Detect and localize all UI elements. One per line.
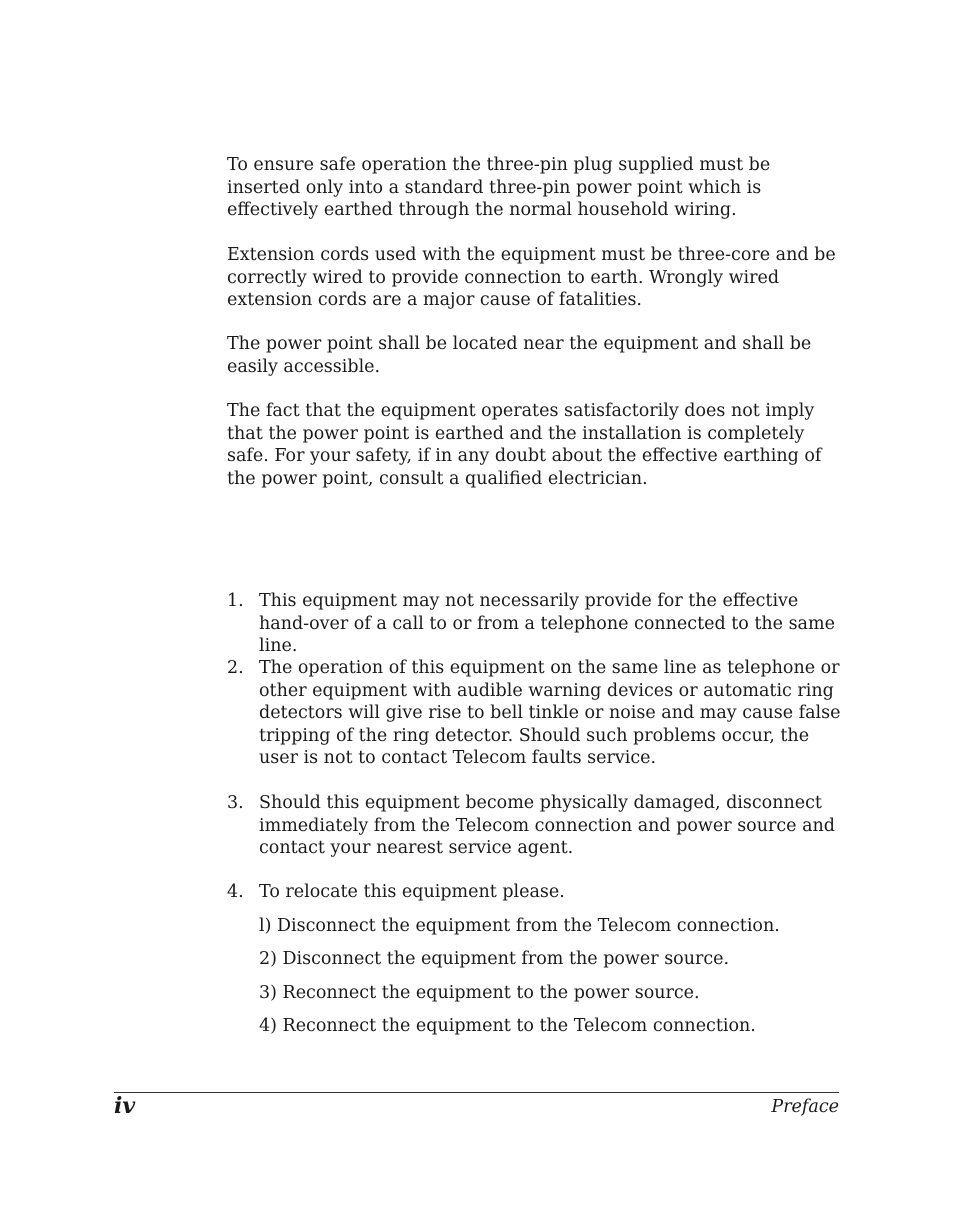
list-item-number: 4. <box>227 882 244 902</box>
paragraph-4 <box>227 400 842 490</box>
paragraph-text: The power point shall be located near the equipment and shall be easily accessible. <box>227 334 812 377</box>
sub-step: l) Disconnect the equipment from the Telecom connection. <box>259 916 780 936</box>
paragraph-text: Extension cords used with the equipment must be three-core and be correctly wired to provide connection to earth. Wrongly wired extension cords are a major cause of fatalities. <box>227 245 836 311</box>
list-item-number: 1. <box>227 591 244 611</box>
page-number: iv <box>114 1093 136 1119</box>
list-item-text: This equipment may not necessarily provide for the effective hand-over of a call to or from a telephone connected to the same line. <box>259 591 835 657</box>
paragraph-text: The fact that the equipment operates satisfactorily does not imply that the power point is earthed and the installation is completely safe. For your safety, if in any doubt about the effective earthing of the power point, consult a qualified electrician. <box>227 401 822 489</box>
paragraph-1 <box>227 154 842 222</box>
list-item-text: Should this equipment become physically damaged, disconnect immediately from the Telecom connection and power source and contact your nearest service agent. <box>259 793 835 859</box>
paragraph-3 <box>227 333 842 378</box>
footer-rule <box>114 1092 839 1093</box>
list-item-text: To relocate this equipment please. <box>259 882 565 902</box>
list-item-number: 2. <box>227 658 244 678</box>
running-footer-section: Preface <box>771 1097 839 1117</box>
sub-step: 2) Disconnect the equipment from the power source. <box>259 949 730 969</box>
list-item-text: The operation of this equipment on the same line as telephone or other equipment with audible warning devices or automatic ring detectors will give rise to bell tinkle or noise and may cause false tripping of the ring detector. Should such problems occur, the user is not to contact Telecom faults service. <box>259 658 841 769</box>
list-item-number: 3. <box>227 793 244 813</box>
paragraph-text: To ensure safe operation the three-pin plug supplied must be inserted only into a standard three-pin power point which is effectively earthed through the normal household wiring. <box>227 155 771 221</box>
paragraph-2 <box>227 244 842 312</box>
sub-step: 4) Reconnect the equipment to the Telecom connection. <box>259 1016 756 1036</box>
sub-step: 3) Reconnect the equipment to the power source. <box>259 983 700 1003</box>
